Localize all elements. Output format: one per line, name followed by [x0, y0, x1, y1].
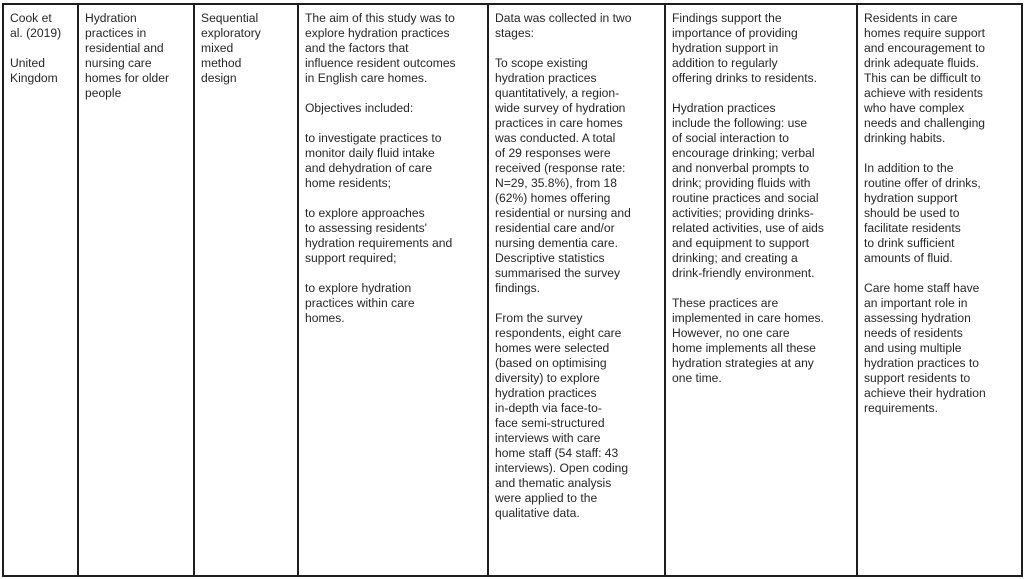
- objective-item: to investigate practices to monitor daily fluid intake and dehydration of care home residents;: [305, 131, 442, 190]
- title-cell: [78, 4, 194, 576]
- objective-item: to explore approaches to assessing residents' hydration requirements and support required;: [305, 206, 453, 265]
- implications-cell: [857, 4, 1022, 576]
- study-author: Cook et al. (2019): [10, 11, 62, 40]
- findings-cell: [665, 4, 857, 576]
- study-country: United Kingdom: [10, 56, 58, 85]
- objective-item: to explore hydration practices within care homes.: [305, 281, 415, 325]
- aims-cell: [298, 4, 488, 576]
- findings-paragraph: Hydration practices include the following: use of social interaction to encourage drinking; verbal and nonverbal prompts to drink; providing fluids with routine practices and social activities; providing drinks- related activities, use of aids and equipment to support drinking; and creating a drink-friendly environment.: [672, 101, 824, 280]
- survey-stage: To scope existing hydration practices quantitatively, a region- wide survey of hydration practices in care homes was conducted. A total of 29 responses were received (response rate: N=29, 35.8%), from 18 (62%) homes offering residential or nursing and residential care and/or nursing dementia care. Descriptive statistics summarised the survey findings.: [495, 56, 631, 295]
- implications-paragraph: In addition to the routine offer of drinks, hydration support should be used to facilitate residents to drink sufficient amounts of fluid.: [864, 161, 981, 265]
- data-collection-intro: Data was collected in two stages:: [495, 11, 632, 40]
- evidence-table: [2, 3, 1023, 577]
- study-cell: [3, 4, 78, 576]
- objectives-heading: Objectives included:: [305, 101, 414, 115]
- implications-paragraph: Care home staff have an important role in assessing hydration needs of residents and using multiple hydration practices to support residents to achieve their hydration requirements.: [864, 281, 986, 415]
- interview-stage: From the survey respondents, eight care homes were selected (based on optimising diversity) to explore hydration practices in-depth via face-to- face semi-structured interviews with care home staff (54 staff: 43 interviews). Open coding and thematic analysis were applied to the qualitative data.: [495, 311, 629, 520]
- findings-paragraph: Findings support the importance of providing hydration support in addition to regularly offering drinks to residents.: [672, 11, 817, 85]
- study-design: Sequential exploratory mixed method design: [201, 11, 261, 85]
- implications-paragraph: Residents in care homes require support and encouragement to drink adequate fluids. This can be difficult to achieve with residents who have complex needs and challenging drinking habits.: [864, 11, 986, 145]
- findings-paragraph: These practices are implemented in care homes. However, no one care home implements all these hydration strategies at any one time.: [672, 296, 824, 385]
- data-collection-cell: [488, 4, 665, 576]
- aims-paragraph: The aim of this study was to explore hydration practices and the factors that influence resident outcomes in English care homes.: [305, 11, 456, 85]
- study-title: Hydration practices in residential and nursing care homes for older people: [85, 11, 170, 100]
- design-cell: [194, 4, 298, 576]
- table-row: [3, 4, 1022, 576]
